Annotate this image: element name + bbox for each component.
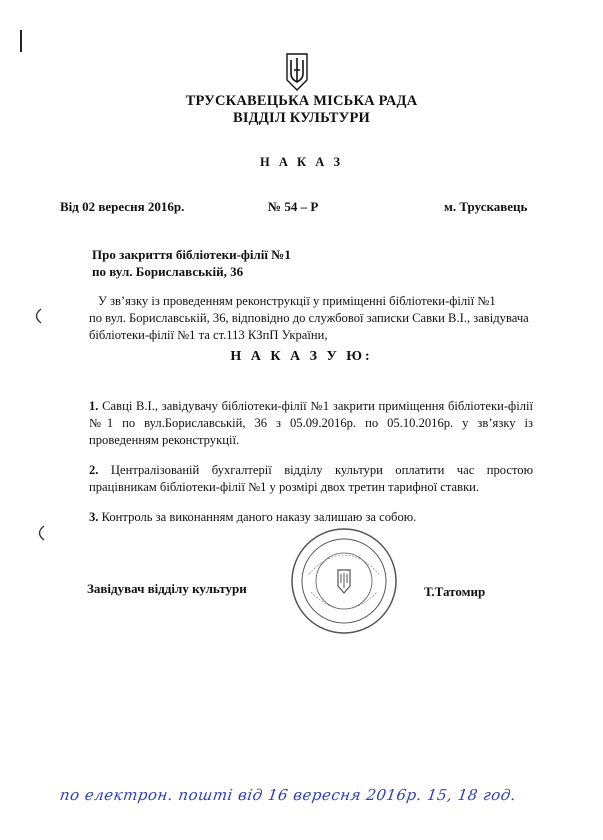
item-text: Контроль за виконанням даного наказу залишаю за собою.: [101, 510, 417, 524]
signatory-name: Т.Татомир: [424, 584, 486, 599]
margin-bracket-icon: [30, 307, 44, 325]
preamble-line: бібліотеки-філії №1 та ст.113 КЗпП України,: [89, 328, 328, 342]
signatory-title: Завідувач відділу культури: [87, 581, 247, 596]
preamble-line: по вул. Бориславській, 36, відповідно до службової записки Савки В.І., завідувача: [89, 311, 529, 325]
item-text: Централізованій бухгалтерії відділу культури оплатити час простою працівникам бібліотеки-філії №1 у розмірі двох третин тарифної ставки.: [89, 463, 534, 494]
preamble-line: У зв’язку із проведенням реконструкції у приміщенні бібліотеки-філії №1: [98, 294, 496, 308]
subject-line-1: Про закриття бібліотеки-філії №1: [92, 247, 291, 262]
subject-line-2: по вул. Бориславській, 36: [92, 264, 244, 279]
official-stamp: [289, 526, 399, 636]
preamble: [89, 293, 537, 344]
document-number: № 54 – Р: [268, 199, 319, 214]
order-item: [89, 462, 533, 496]
handwritten-note: по електрон. пошті від 16 вересня 2016р. 15, 18 год.: [58, 786, 518, 804]
item-text: Савці В.І., завідувачу бібліотеки-філії №1 закрити приміщення бібліотеки-філії №1 по вул.Бориславській, 36 з 05.09.2016р. по 05.10.2016р. у зв’язку із проведенням реконструкції.: [89, 399, 533, 447]
order-item: [89, 398, 533, 449]
item-number: 2.: [89, 463, 99, 477]
trident-emblem-icon: [285, 52, 309, 92]
text-cursor: [20, 30, 22, 52]
document-city: м. Трускавець: [444, 199, 528, 214]
order-item: [89, 509, 533, 526]
document-date: Від 02 вересня 2016р.: [60, 199, 185, 214]
department-name: ВІДДІЛ КУЛЬТУРИ: [232, 110, 371, 126]
margin-bracket-icon: [33, 524, 47, 542]
item-number: 1.: [89, 399, 99, 413]
document-type: Н А К А З: [260, 155, 343, 169]
organization-name: ТРУСКАВЕЦЬКА МІСЬКА РАДА: [185, 93, 418, 109]
order-heading: Н А К А З У Ю:: [230, 349, 373, 364]
item-number: 3.: [89, 510, 99, 524]
